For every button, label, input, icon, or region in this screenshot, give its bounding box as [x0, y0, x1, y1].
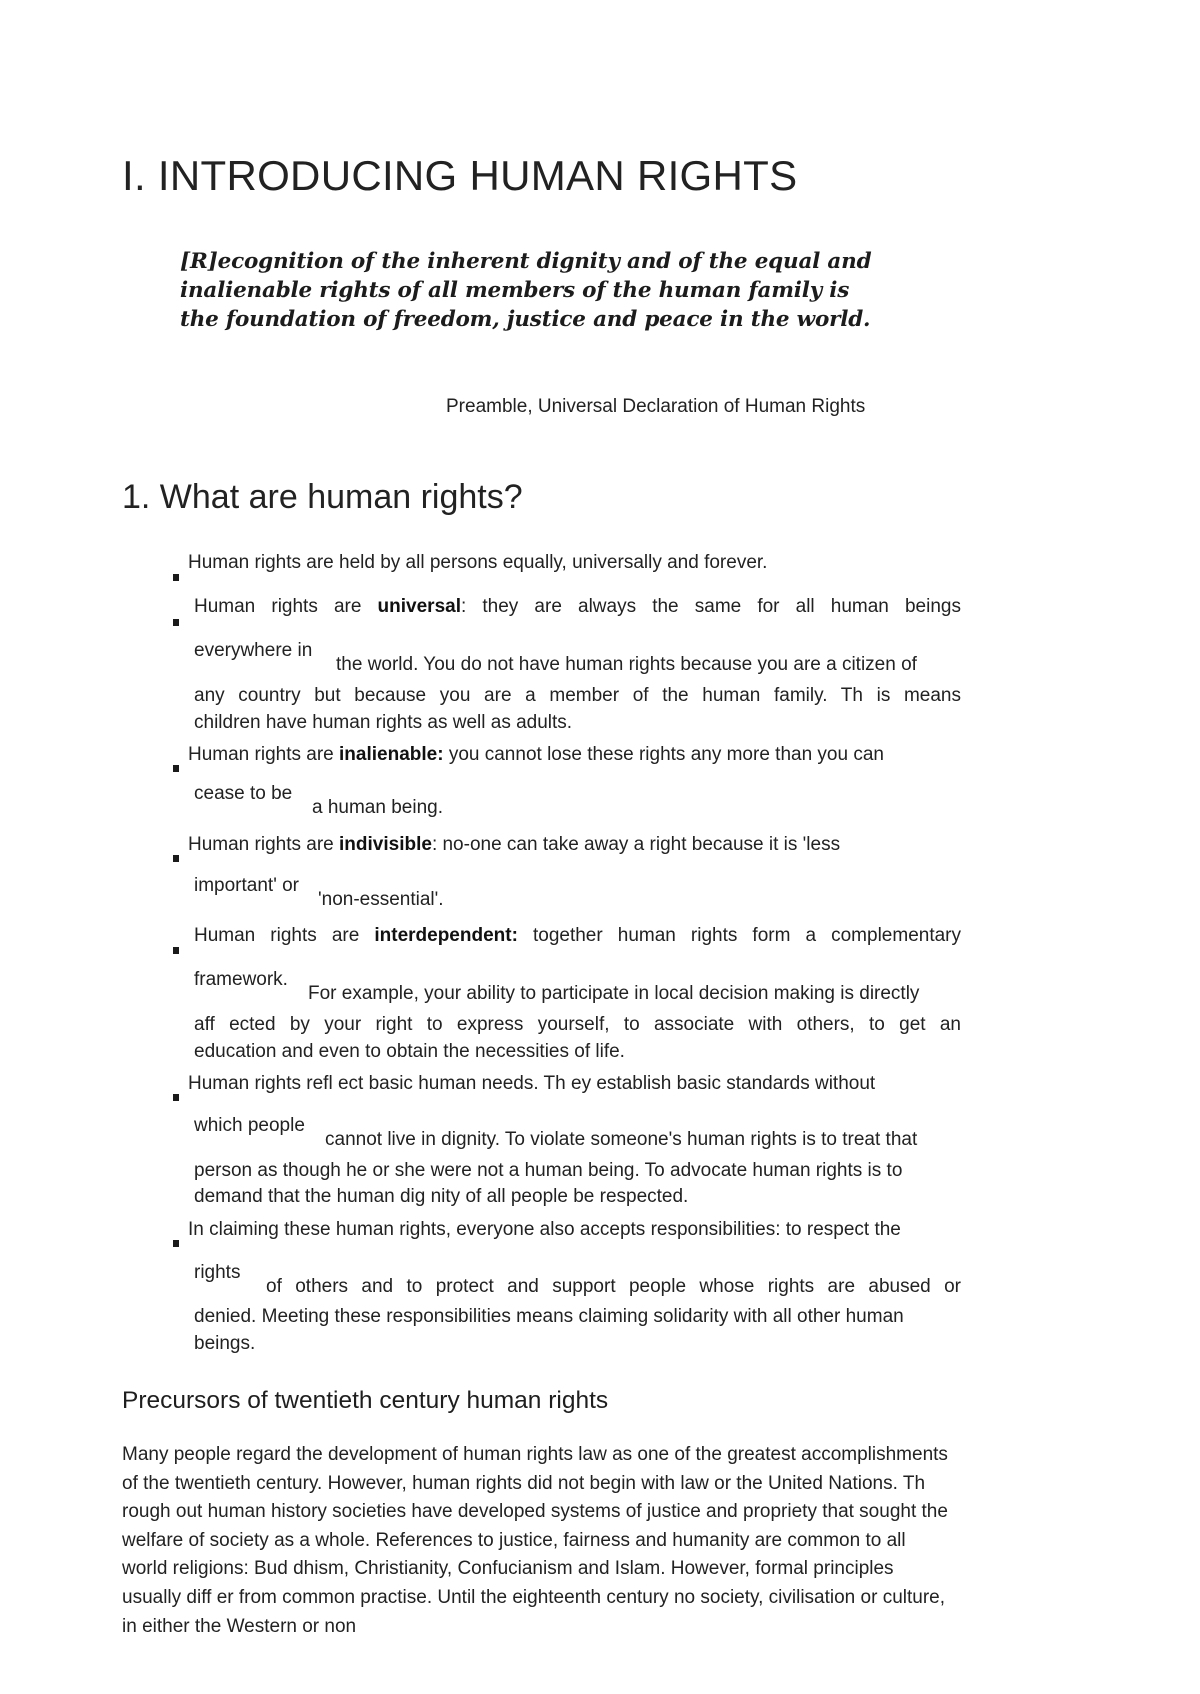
list-item-line: important' or: [194, 875, 300, 896]
list-item-line: Human rights are universal: they are always the same for all human beings: [194, 596, 961, 617]
bold-term: indivisible: [339, 834, 432, 855]
list-item-line: person as though he or she were not a human being. To advocate human rights is to: [194, 1160, 903, 1181]
section-title: 1. What are human rights?: [122, 478, 523, 516]
list-item-line: of others and to protect and support people whose rights are abused or: [266, 1276, 961, 1297]
list-item-line: cease to be: [194, 783, 293, 804]
bold-term: universal: [377, 596, 461, 617]
list-item-line: beings.: [194, 1333, 256, 1354]
bold-term: inalienable:: [339, 744, 444, 765]
epigraph-source: Preamble, Universal Declaration of Human Rights: [446, 396, 866, 417]
list-item-line: Human rights refl ect basic human needs. Th ey establish basic standards without: [188, 1073, 876, 1094]
list-item-line: which people: [194, 1115, 305, 1136]
epigraph-quote: [R]ecognition of the inherent dignity and of the equal and inalienable rights of all members of the human family is the foundation of freedom, justice and peace in the world.: [180, 249, 872, 332]
list-item-line: a human being.: [312, 797, 443, 818]
list-item-line: education and even to obtain the necessities of life.: [194, 1041, 625, 1062]
list-item-line: cannot live in dignity. To violate someone's human rights is to treat that: [325, 1129, 918, 1150]
list-item-line: For example, your ability to participate in local decision making is directly: [308, 983, 920, 1004]
list-item-line: 'non-essential'.: [318, 889, 444, 910]
bullet-icon: [173, 574, 179, 581]
bullet-icon: [173, 765, 179, 772]
bullet-icon: [173, 1240, 179, 1247]
list-item-line: demand that the human dig nity of all people be respected.: [194, 1186, 689, 1207]
bullet-icon: [173, 619, 179, 626]
subsection-title: Precursors of twentieth century human rights: [122, 1387, 609, 1414]
bullet-icon: [173, 1094, 179, 1101]
list-item-line: everywhere in: [194, 640, 313, 661]
list-item-line: rights: [194, 1262, 241, 1283]
list-item-line: Human rights are interdependent: together human rights form a complementary: [194, 925, 961, 946]
list-item-line: Human rights are inalienable: you cannot lose these rights any more than you can: [188, 744, 884, 765]
list-item-line: denied. Meeting these responsibilities means claiming solidarity with all other human: [194, 1306, 904, 1327]
list-item-line: children have human rights as well as adults.: [194, 712, 573, 733]
list-item-line: aff ected by your right to express yourself, to associate with others, to get an: [194, 1014, 961, 1035]
bullet-icon: [173, 855, 179, 862]
bullet-icon: [173, 947, 179, 954]
list-item-line: framework.: [194, 969, 288, 990]
body-paragraph: Many people regard the development of human rights law as one of the greatest accomplishments of the twentieth century. However, human rights did not begin with law or the United Nations. Th rough out human history societies have developed systems of justice and propriety that sought the welfare of society as a whole. References to justice, fairness and humanity are common to all world religions: Bud dhism, Christianity, Confucianism and Islam. However, formal principles usually diff er from common practise. Until the eighteenth century no society, civilisation or culture, in either the Western or non: [122, 1444, 948, 1637]
chapter-title: I. INTRODUCING HUMAN RIGHTS: [122, 152, 798, 199]
list-item-line: In claiming these human rights, everyone also accepts responsibilities: to respect the: [188, 1219, 901, 1240]
list-item-line: any country but because you are a member of the human family. Th is means: [194, 685, 961, 706]
bold-term: interdependent:: [374, 925, 518, 946]
list-item-line: Human rights are held by all persons equally, universally and forever.: [188, 552, 768, 573]
list-item-line: the world. You do not have human rights because you are a citizen of: [336, 654, 917, 675]
list-item-line: Human rights are indivisible: no-one can take away a right because it is 'less: [188, 834, 841, 855]
